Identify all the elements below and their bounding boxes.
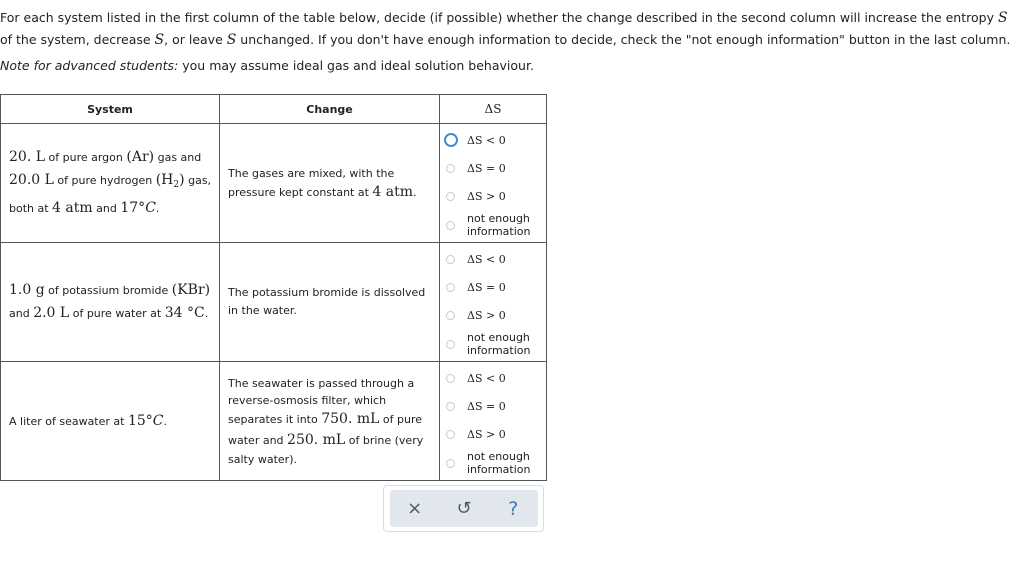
radio-button[interactable] (446, 402, 455, 411)
table-row (1, 124, 547, 243)
radio-button[interactable] (446, 164, 455, 173)
close-icon: × (407, 498, 423, 519)
radio-button[interactable] (444, 133, 458, 147)
option-ds-positive[interactable]: ΔS > 0 (440, 182, 546, 210)
advanced-note: Note for advanced students: you may assume ideal gas and ideal solution behaviour. (0, 58, 534, 73)
header-delta-s: ΔS (440, 95, 547, 124)
system-cell: 20. L of pure argon (Ar) gas and 20.0 L of pure hydrogen $(H_2)$ gas, both at 4 atm and 17°C. (1, 124, 220, 243)
instructions: For each system listed in the first column of the table below, decide (if possible) whether the change described in the second column will increase the entropy S of the system, decrease S, or leave S unchanged. If you don't have enough information to decide, check the "not enough information" button in the last column. (0, 10, 1011, 48)
options-cell (440, 124, 547, 243)
option-ds-negative[interactable]: ΔS < 0 (440, 126, 546, 154)
option-ds-positive[interactable]: ΔS > 0 (440, 301, 546, 329)
table-header-row (1, 95, 547, 124)
system-cell: 1.0 g of potassium bromide (KBr) and 2.0 L of pure water at 34 °C. (1, 243, 220, 362)
options-cell (440, 243, 547, 362)
radio-button[interactable] (446, 374, 455, 383)
toolbar-buttons (390, 490, 538, 527)
options-cell (440, 362, 547, 481)
help-button[interactable] (498, 494, 528, 524)
undo-button[interactable] (449, 494, 479, 524)
radio-button[interactable] (446, 311, 455, 320)
option-ds-negative[interactable]: ΔS < 0 (440, 364, 546, 392)
option-not-enough-info[interactable]: not enough information (440, 329, 546, 359)
option-ds-negative[interactable]: ΔS < 0 (440, 245, 546, 273)
change-cell: The gases are mixed, with the pressure kept constant at 4 atm. (220, 124, 440, 243)
header-change: Change (220, 95, 440, 124)
option-not-enough-info[interactable]: not enough information (440, 210, 546, 240)
change-cell: The seawater is passed through a reverse-osmosis filter, which separates it into 750. mL of pure water and 250. mL of brine (very salty water). (220, 362, 440, 481)
system-cell: A liter of seawater at 15°C. (1, 362, 220, 481)
radio-button[interactable] (446, 192, 455, 201)
radio-button[interactable] (446, 340, 455, 349)
option-not-enough-info[interactable]: not enough information (440, 448, 546, 478)
close-button[interactable] (400, 494, 430, 524)
help-icon: ? (508, 497, 519, 520)
answer-toolbar (383, 485, 544, 532)
option-ds-positive[interactable]: ΔS > 0 (440, 420, 546, 448)
radio-button[interactable] (446, 221, 455, 230)
entropy-table (0, 94, 547, 481)
option-ds-zero[interactable]: ΔS = 0 (440, 273, 546, 301)
table-row (1, 362, 547, 481)
radio-button[interactable] (446, 255, 455, 264)
radio-button[interactable] (446, 430, 455, 439)
header-system: System (1, 95, 220, 124)
undo-icon: ↺ (456, 498, 472, 519)
radio-button[interactable] (446, 283, 455, 292)
radio-button[interactable] (446, 459, 455, 468)
option-ds-zero[interactable]: ΔS = 0 (440, 154, 546, 182)
change-cell: The potassium bromide is dissolved in the water. (220, 243, 440, 362)
option-ds-zero[interactable]: ΔS = 0 (440, 392, 546, 420)
table-row (1, 243, 547, 362)
